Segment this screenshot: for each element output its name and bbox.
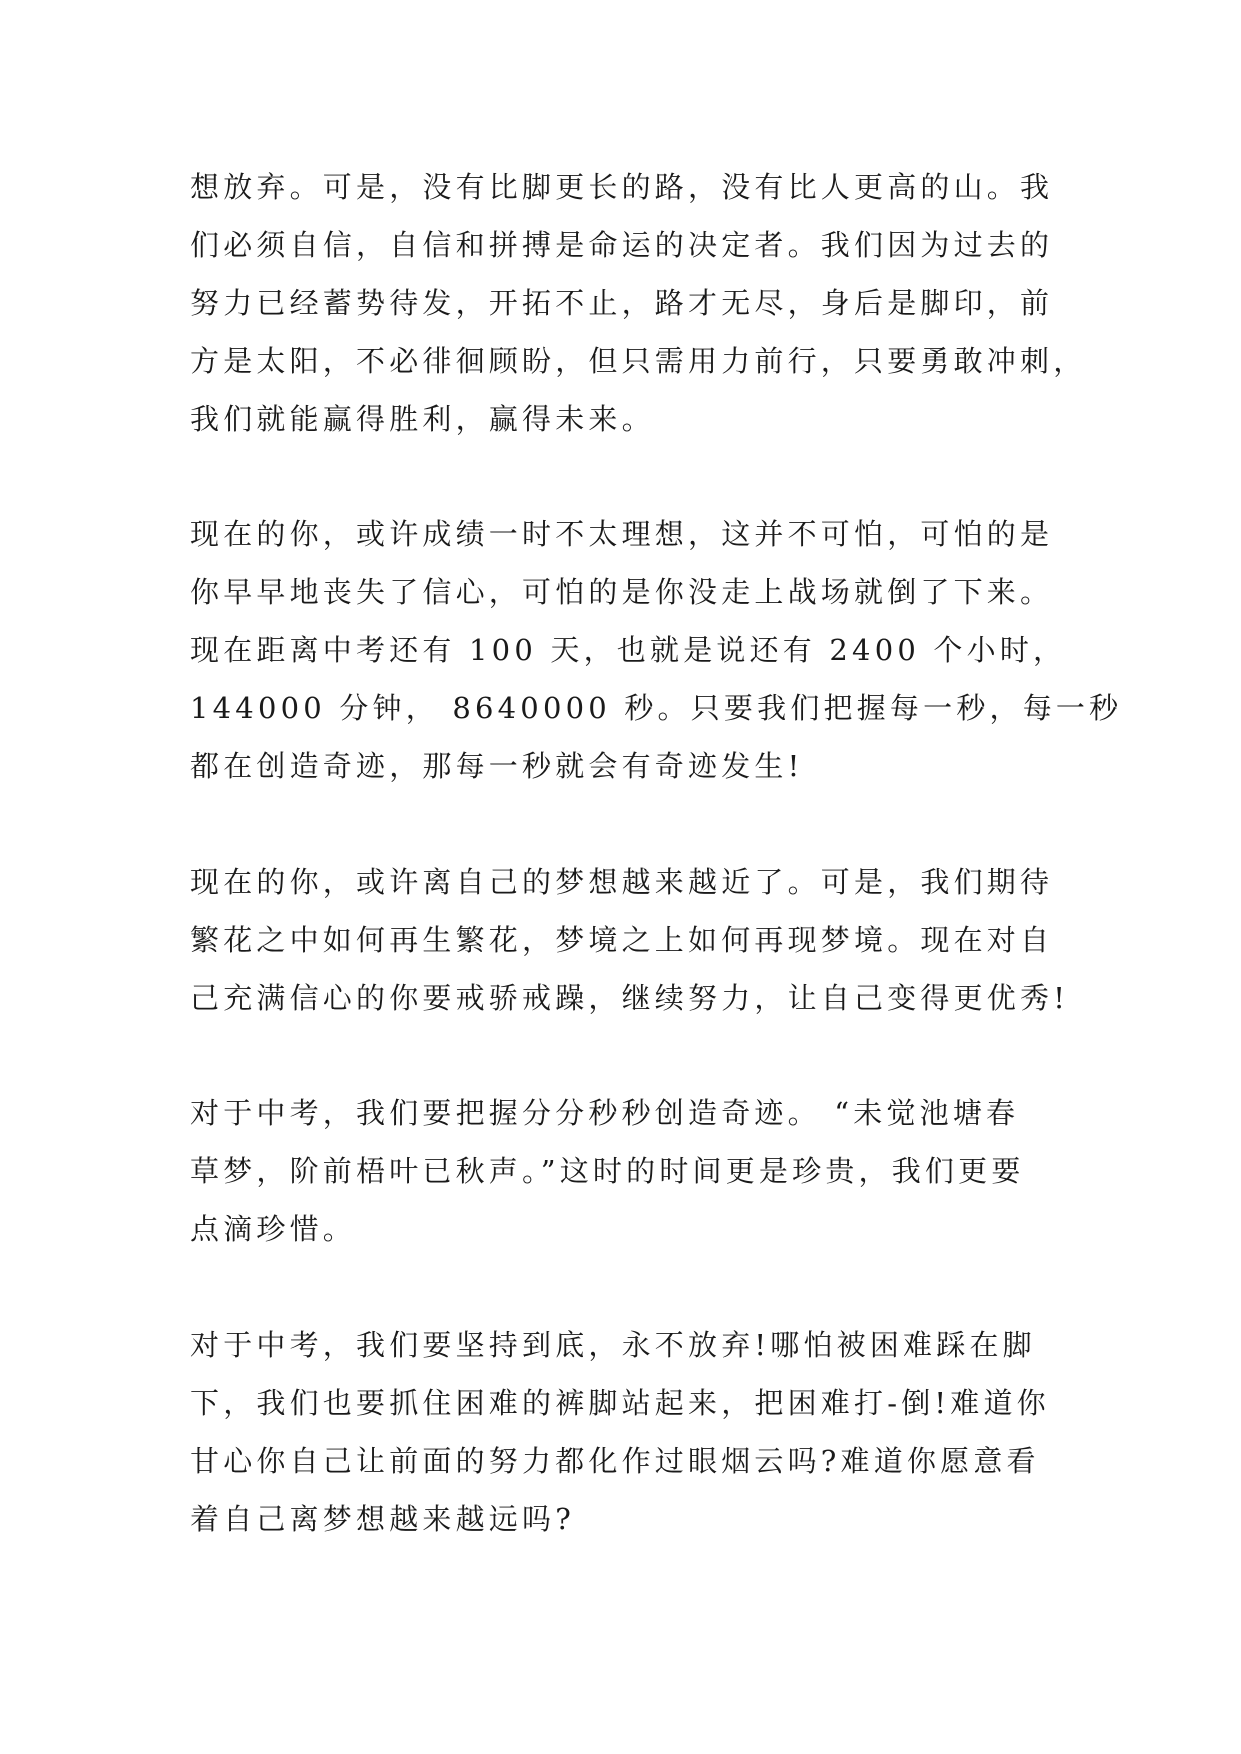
paragraph-1 [190, 158, 1087, 448]
text-line: 着自己离梦想越来越远吗? [190, 1502, 575, 1536]
text-line: 方是太阳，不必徘徊顾盼，但只需用力前行，只要勇敢冲刺， [190, 344, 1087, 378]
text-line: 都在创造奇迹，那每一秒就会有奇迹发生! [190, 749, 804, 783]
text-line: 对于中考，我们要坚持到底，永不放弃!哪怕被困难踩在脚 [190, 1328, 1036, 1362]
text-line: 点滴珍惜。 [190, 1212, 357, 1246]
text-line: 你早早地丧失了信心，可怕的是你没走上战场就倒了下来。 [190, 575, 1054, 609]
text-line: 己充满信心的你要戒骄戒躁，继续努力，让自己变得更优秀! [190, 981, 1070, 1015]
text-line: 144000 分钟， 8640000 秒。只要我们把握每一秒，每一秒 [190, 691, 1123, 725]
paragraph-5 [190, 1316, 1070, 1548]
text-line: 草梦，阶前梧叶已秋声。”这时的时间更是珍贵，我们更要 [190, 1154, 1025, 1188]
text-line: 现在的你，或许离自己的梦想越来越近了。可是，我们期待 [190, 865, 1054, 899]
paragraph-4 [190, 1084, 1070, 1258]
text-line: 现在的你，或许成绩一时不太理想，这并不可怕，可怕的是 [190, 517, 1054, 551]
text-line: 们必须自信，自信和拼搏是命运的决定者。我们因为过去的 [190, 228, 1054, 262]
text-line: 甘心你自己让前面的努力都化作过眼烟云吗?难道你愿意看 [190, 1444, 1040, 1478]
paragraph-2 [190, 505, 1123, 795]
text-line: 繁花之中如何再生繁花，梦境之上如何再现梦境。现在对自 [190, 923, 1054, 957]
paragraph-3 [190, 853, 1070, 1027]
text-line: 现在距离中考还有 100 天，也就是说还有 2400 个小时， [190, 633, 1067, 667]
text-line: 想放弃。可是，没有比脚更长的路，没有比人更高的山。我 [190, 170, 1054, 204]
text-line: 努力已经蓄势待发，开拓不止，路才无尽，身后是脚印，前 [190, 286, 1054, 320]
text-line: 我们就能赢得胜利，赢得未来。 [190, 402, 655, 436]
text-line: 对于中考，我们要把握分分秒秒创造奇迹。 “未觉池塘春 [190, 1096, 1020, 1130]
text-line: 下，我们也要抓住困难的裤脚站起来，把困难打-倒!难道你 [190, 1386, 1050, 1420]
